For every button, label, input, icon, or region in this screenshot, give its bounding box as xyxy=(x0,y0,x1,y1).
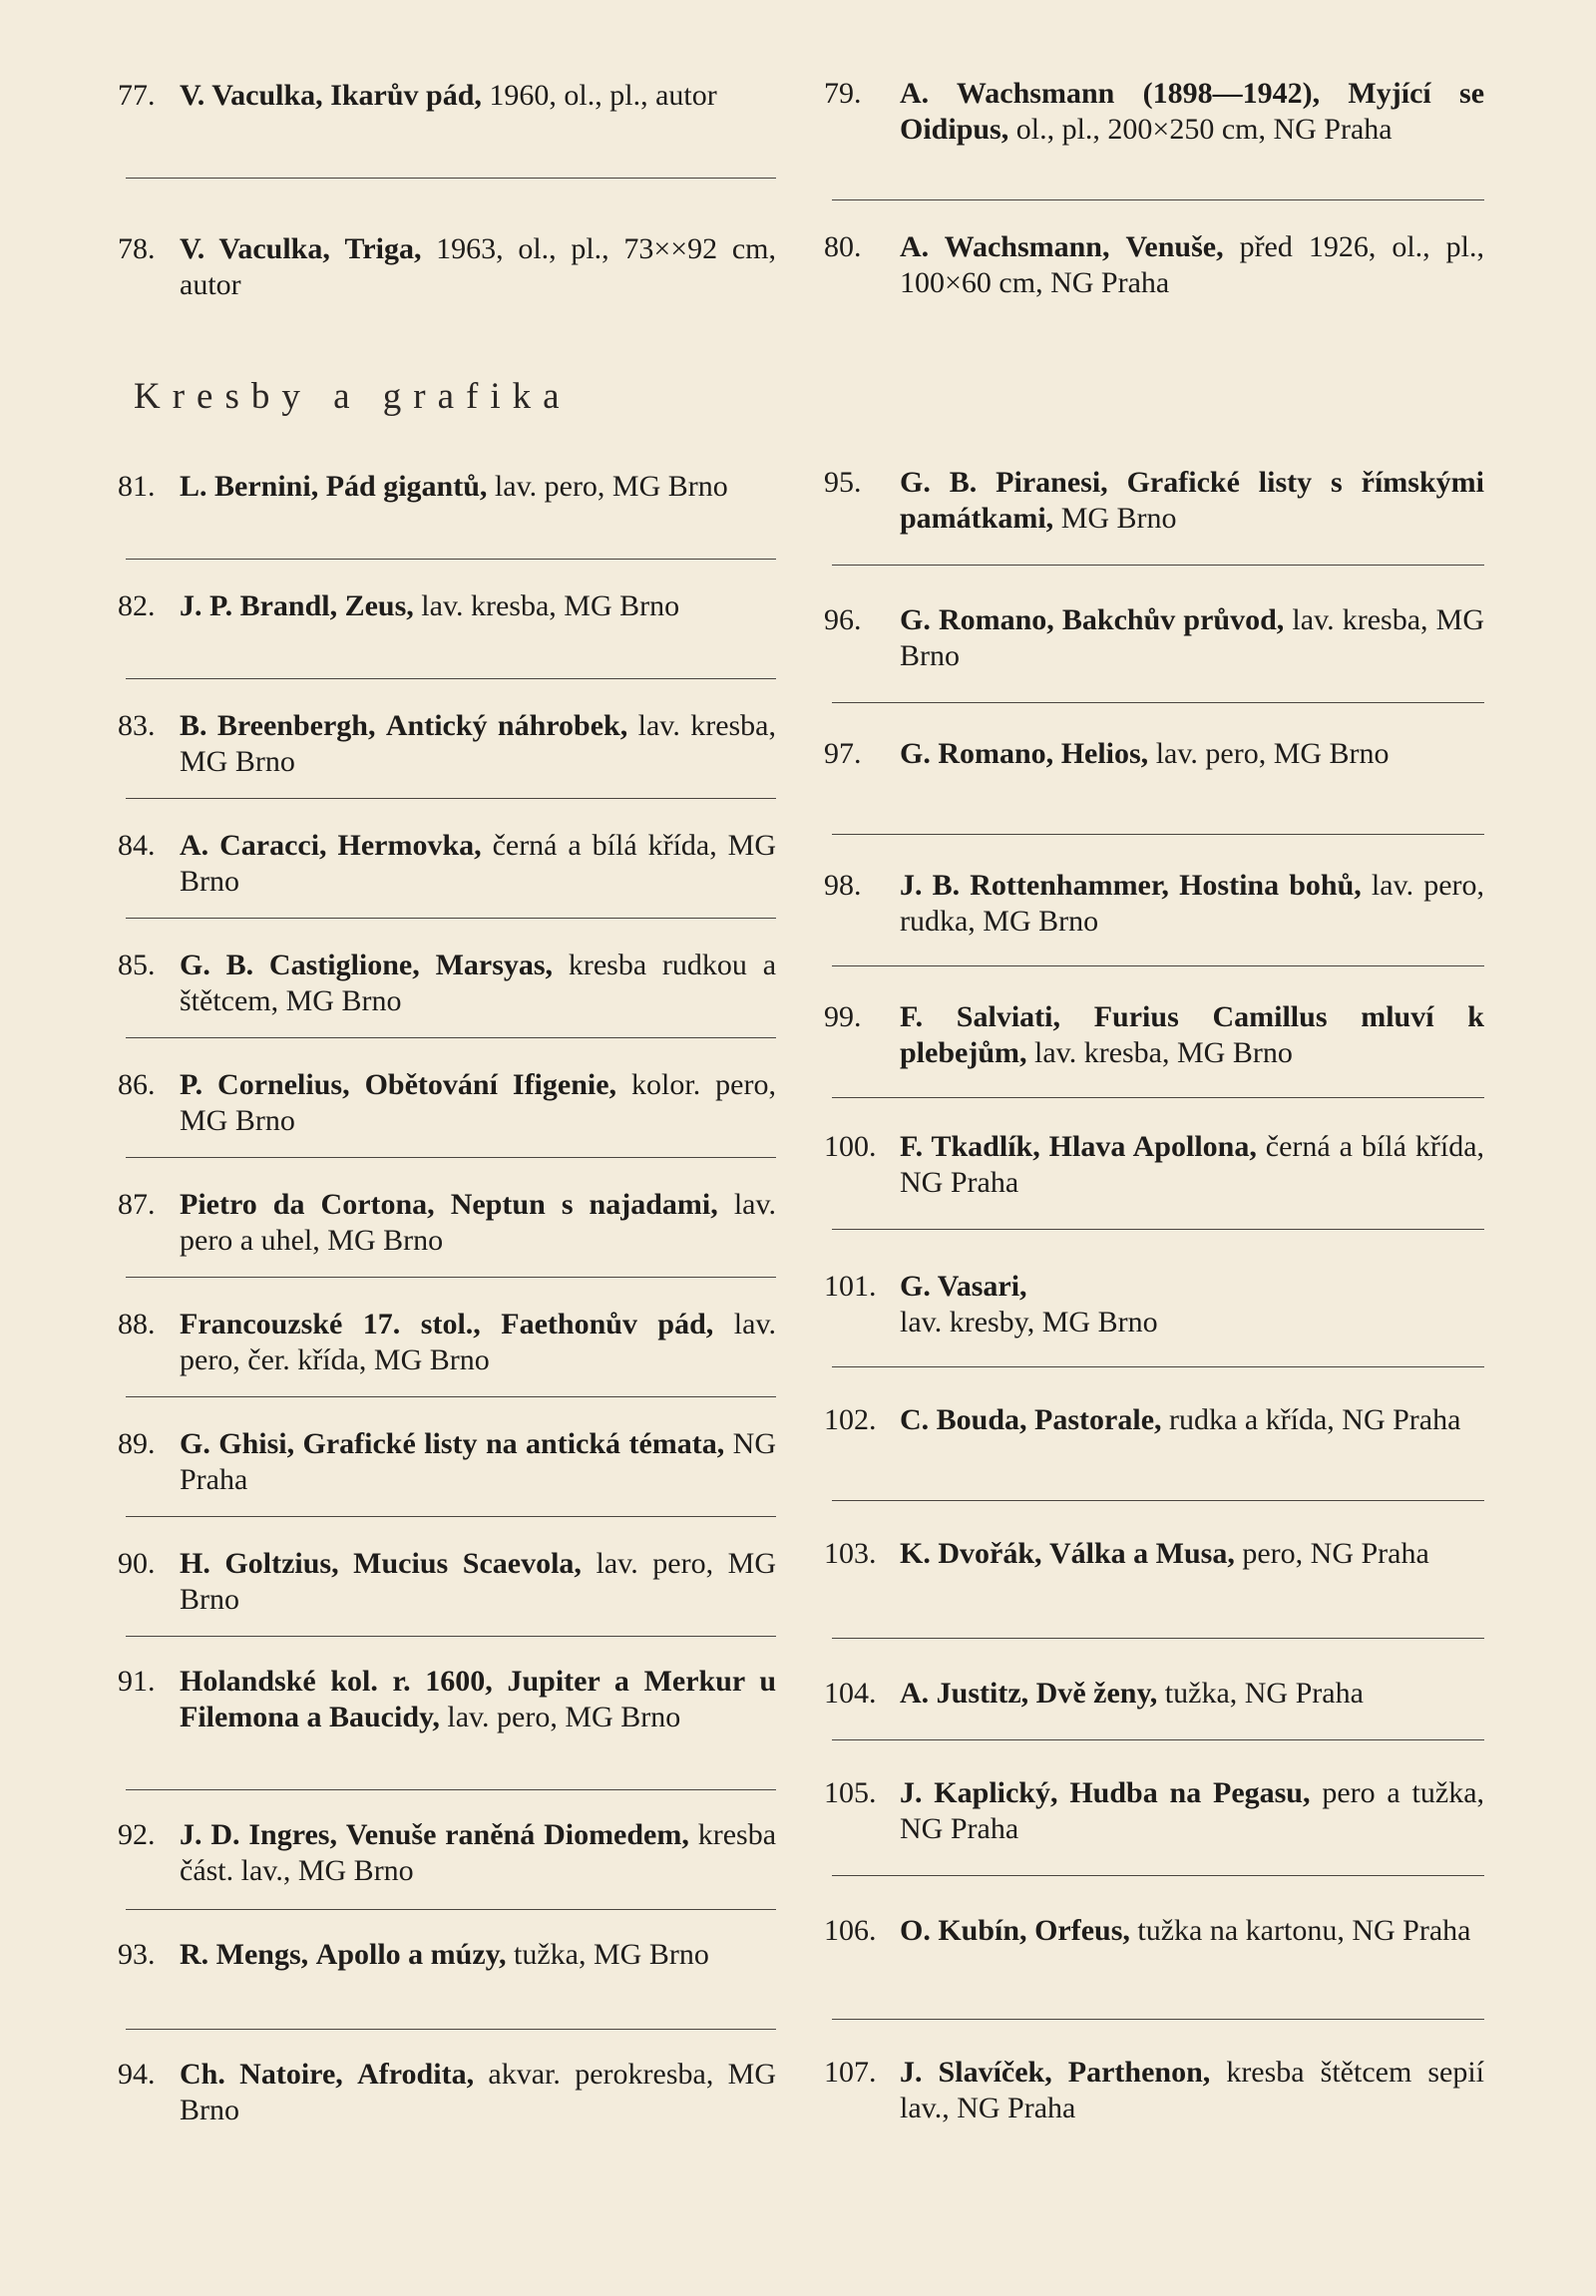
entry-author: R. Mengs, xyxy=(180,1938,309,1971)
list-item xyxy=(824,1269,1484,1340)
entry-title: Apollo a múzy, xyxy=(315,1938,507,1971)
entry-details: lav. kresba, MG Brno xyxy=(900,603,1484,672)
entry-author: P. Cornelius, xyxy=(180,1068,350,1101)
entry-title: Myjící se Oidipus, xyxy=(900,77,1485,146)
entry-title: Válka a Musa, xyxy=(1049,1537,1235,1570)
entry-title: Dvě ženy, xyxy=(1035,1677,1158,1710)
entry-title: Helios, xyxy=(1060,737,1149,770)
entry-number: 81. xyxy=(118,470,156,503)
entry-number: 97. xyxy=(824,737,862,770)
divider xyxy=(126,918,776,919)
entry-number: 88. xyxy=(118,1308,156,1340)
entry-number: 101. xyxy=(824,1270,877,1303)
entry-title: Hlava Apollona, xyxy=(1048,1130,1257,1163)
entry-author: Holandské kol. r. 1600, xyxy=(180,1665,493,1698)
entry-number: 103. xyxy=(824,1537,877,1570)
entry-author: A. Caracci, xyxy=(180,829,327,862)
entry-details: tužka, NG Praha xyxy=(1164,1677,1364,1710)
entry-author: V. Vaculka, xyxy=(180,79,323,112)
divider xyxy=(832,1229,1484,1230)
entry-number: 84. xyxy=(118,829,156,862)
entry-details: rudka a křída, NG Praha xyxy=(1169,1403,1461,1436)
list-item xyxy=(118,1546,776,1618)
divider xyxy=(126,798,776,799)
list-item xyxy=(118,2057,776,2128)
entry-title: Obětování Ifigenie, xyxy=(364,1068,617,1101)
divider xyxy=(126,1277,776,1278)
list-item xyxy=(118,1664,776,1735)
entry-title: Hermovka, xyxy=(337,829,482,862)
entry-title: Pád gigantů, xyxy=(325,470,488,503)
entry-details: tužka, MG Brno xyxy=(514,1938,709,1971)
list-item xyxy=(118,708,776,780)
divider xyxy=(832,1638,1484,1639)
list-item xyxy=(824,1129,1484,1201)
list-item xyxy=(824,999,1484,1071)
entry-title: Venuše, xyxy=(1125,230,1224,263)
list-item xyxy=(824,1913,1484,1949)
entry-title: Marsyas, xyxy=(435,949,554,981)
entry-number: 89. xyxy=(118,1427,156,1460)
entry-title: Mucius Scaevola, xyxy=(353,1547,582,1580)
entry-details: lav. pero, čer. křída, MG Brno xyxy=(180,1308,776,1376)
entry-author: Pietro da Cortona, xyxy=(180,1188,435,1221)
entry-details: lav. kresby, MG Brno xyxy=(900,1306,1158,1339)
list-item xyxy=(824,736,1484,772)
entry-author: K. Dvořák, xyxy=(900,1537,1042,1570)
entry-details: lav. pero a uhel, MG Brno xyxy=(180,1188,777,1257)
entry-details: lav. pero, MG Brno xyxy=(494,470,728,503)
entry-author: G. B. Castiglione, xyxy=(180,949,420,981)
divider xyxy=(126,1909,776,1910)
entry-details: lav. pero, MG Brno xyxy=(180,1547,776,1616)
entry-title: Hudba na Pegasu, xyxy=(1069,1776,1311,1809)
divider xyxy=(832,834,1484,835)
entry-author: G. B. Piranesi, xyxy=(900,466,1108,499)
list-item xyxy=(824,868,1484,940)
list-item xyxy=(118,1187,776,1259)
entry-number: 99. xyxy=(824,1000,862,1033)
entry-number: 79. xyxy=(824,77,862,110)
entry-number: 94. xyxy=(118,2058,156,2091)
entry-author: V. Vaculka, xyxy=(180,232,330,265)
entry-details: černá a bílá křída, MG Brno xyxy=(180,829,777,898)
entry-author: A. Wachsmann (1898—1942), xyxy=(900,77,1321,110)
entry-details: kolor. pero, MG Brno xyxy=(180,1068,776,1137)
divider xyxy=(126,1037,776,1038)
entry-details: MG Brno xyxy=(1060,502,1177,535)
entry-number: 107. xyxy=(824,2056,877,2089)
entry-author: J. Kaplický, xyxy=(900,1776,1058,1809)
entry-details: lav. pero, MG Brno xyxy=(447,1701,681,1733)
entry-title: Pastorale, xyxy=(1034,1403,1162,1436)
entry-details: kresba štětcem sepií lav., NG Praha xyxy=(900,2056,1484,2124)
entry-title: Ikarův pád, xyxy=(330,79,482,112)
entry-number: 98. xyxy=(824,869,862,902)
list-item xyxy=(118,1426,776,1498)
divider xyxy=(832,1097,1484,1098)
divider xyxy=(126,1636,776,1637)
list-item xyxy=(824,76,1484,148)
entry-title: Bakchův průvod, xyxy=(1061,603,1285,636)
entry-details: tužka na kartonu, NG Praha xyxy=(1137,1914,1471,1947)
divider xyxy=(126,2029,776,2030)
divider xyxy=(126,678,776,679)
divider xyxy=(832,565,1484,566)
list-item xyxy=(824,2055,1484,2126)
entry-author: F. Tkadlík, xyxy=(900,1130,1040,1163)
entry-number: 86. xyxy=(118,1068,156,1101)
divider xyxy=(126,1157,776,1158)
entry-details: kresba rudkou a štětcem, MG Brno xyxy=(180,949,777,1017)
entry-author: Ch. Natoire, xyxy=(180,2058,343,2091)
entry-number: 78. xyxy=(118,232,156,265)
entry-details: NG Praha xyxy=(180,1427,776,1496)
entry-author: H. Goltzius, xyxy=(180,1547,339,1580)
entry-author: J. D. Ingres, xyxy=(180,1818,337,1851)
entry-number: 91. xyxy=(118,1665,156,1698)
list-item xyxy=(118,78,776,114)
divider xyxy=(832,199,1484,200)
entry-author: A. Wachsmann, xyxy=(900,230,1110,263)
list-item xyxy=(824,465,1484,537)
entry-author: A. Justitz, xyxy=(900,1677,1029,1710)
entry-number: 106. xyxy=(824,1914,877,1947)
section-heading: Kresby a grafika xyxy=(134,376,572,417)
entry-number: 80. xyxy=(824,230,862,263)
list-item xyxy=(118,948,776,1019)
entry-number: 93. xyxy=(118,1938,156,1971)
entry-title: Jupiter a Merkur u Filemona a Baucidy, xyxy=(180,1665,777,1733)
entry-title: Orfeus, xyxy=(1034,1914,1130,1947)
entry-number: 90. xyxy=(118,1547,156,1580)
entry-details: lav. kresba, MG Brno xyxy=(421,589,680,622)
entry-number: 85. xyxy=(118,949,156,981)
entry-title: Grafické listy s římskými památkami, xyxy=(900,466,1484,535)
entry-author: B. Breenbergh, xyxy=(180,709,376,742)
divider xyxy=(832,2019,1484,2020)
divider xyxy=(832,1366,1484,1367)
entry-title: Neptun s najadami, xyxy=(450,1188,718,1221)
divider xyxy=(126,1396,776,1397)
list-item xyxy=(824,602,1484,674)
entry-title: Triga, xyxy=(344,232,422,265)
divider xyxy=(126,1516,776,1517)
list-item xyxy=(824,1402,1484,1438)
divider xyxy=(126,178,776,179)
entry-number: 95. xyxy=(824,466,862,499)
list-item xyxy=(118,1307,776,1378)
entry-author: G. Ghisi, xyxy=(180,1427,295,1460)
list-item xyxy=(118,1067,776,1139)
entry-details: lav. pero, rudka, MG Brno xyxy=(900,869,1485,938)
entry-details: lav. pero, MG Brno xyxy=(1155,737,1390,770)
entry-details: ol., pl., 200×250 cm, NG Praha xyxy=(1015,113,1393,146)
list-item xyxy=(118,828,776,900)
list-item xyxy=(118,588,776,624)
list-item xyxy=(118,469,776,505)
entry-author: G. Vasari, xyxy=(900,1270,1027,1303)
entry-title: Antický náhrobek, xyxy=(385,709,628,742)
entry-number: 100. xyxy=(824,1130,877,1163)
list-item xyxy=(118,1937,776,1973)
divider xyxy=(832,1739,1484,1740)
list-item xyxy=(824,1676,1484,1712)
entry-details: černá a bílá křída, NG Praha xyxy=(900,1130,1485,1199)
list-item xyxy=(118,1817,776,1889)
entry-title: Furius Camillus mluví k plebejům, xyxy=(900,1000,1484,1069)
divider xyxy=(126,559,776,560)
entry-details: lav. kresba, MG Brno xyxy=(1034,1036,1293,1069)
list-item xyxy=(824,1775,1484,1847)
divider xyxy=(832,1500,1484,1501)
entry-title: Afrodita, xyxy=(357,2058,475,2091)
entry-number: 77. xyxy=(118,79,156,112)
entry-author: L. Bernini, xyxy=(180,470,319,503)
entry-number: 82. xyxy=(118,589,156,622)
entry-author: O. Kubín, xyxy=(900,1914,1027,1947)
entry-details: 1963, ol., pl., 73××92 cm, autor xyxy=(180,232,776,301)
entry-details: pero a tužka, NG Praha xyxy=(900,1776,1485,1845)
entry-author: J. B. Rottenhammer, xyxy=(900,869,1169,902)
entry-author: J. Slavíček, xyxy=(900,2056,1052,2089)
entry-number: 92. xyxy=(118,1818,156,1851)
entry-author: G. Romano, xyxy=(900,603,1054,636)
entry-title: Venuše raněná Diomedem, xyxy=(345,1818,689,1851)
divider xyxy=(832,965,1484,966)
entry-number: 96. xyxy=(824,603,862,636)
entry-number: 105. xyxy=(824,1776,877,1809)
entry-title: Hostina bohů, xyxy=(1179,869,1362,902)
entry-details: pero, NG Praha xyxy=(1242,1537,1429,1570)
entry-details: 1960, ol., pl., autor xyxy=(489,79,717,112)
divider xyxy=(832,1875,1484,1876)
entry-details: kresba část. lav., MG Brno xyxy=(180,1818,777,1887)
entry-title: Parthenon, xyxy=(1067,2056,1211,2089)
entry-author: J. P. Brandl, xyxy=(180,589,338,622)
entry-author: F. Salviati, xyxy=(900,1000,1060,1033)
entry-author: G. Romano, xyxy=(900,737,1054,770)
entry-author: C. Bouda, xyxy=(900,1403,1027,1436)
entry-title: Zeus, xyxy=(344,589,414,622)
divider xyxy=(126,1789,776,1790)
entry-number: 104. xyxy=(824,1677,877,1710)
entry-author: Francouzské 17. stol., xyxy=(180,1308,481,1340)
entry-title: Faethonův pád, xyxy=(501,1308,714,1340)
entry-title: Grafické listy na antická témata, xyxy=(302,1427,725,1460)
entry-number: 83. xyxy=(118,709,156,742)
entry-number: 87. xyxy=(118,1188,156,1221)
list-item xyxy=(824,1536,1484,1572)
list-item xyxy=(824,229,1484,301)
entry-number: 102. xyxy=(824,1403,877,1436)
entry-details: lav. kresba, MG Brno xyxy=(180,709,776,778)
divider xyxy=(832,702,1484,703)
entry-details: před 1926, ol., pl., 100×60 cm, NG Praha xyxy=(900,230,1484,299)
entry-details: akvar. perokresba, MG Brno xyxy=(180,2058,777,2126)
list-item xyxy=(118,231,776,303)
